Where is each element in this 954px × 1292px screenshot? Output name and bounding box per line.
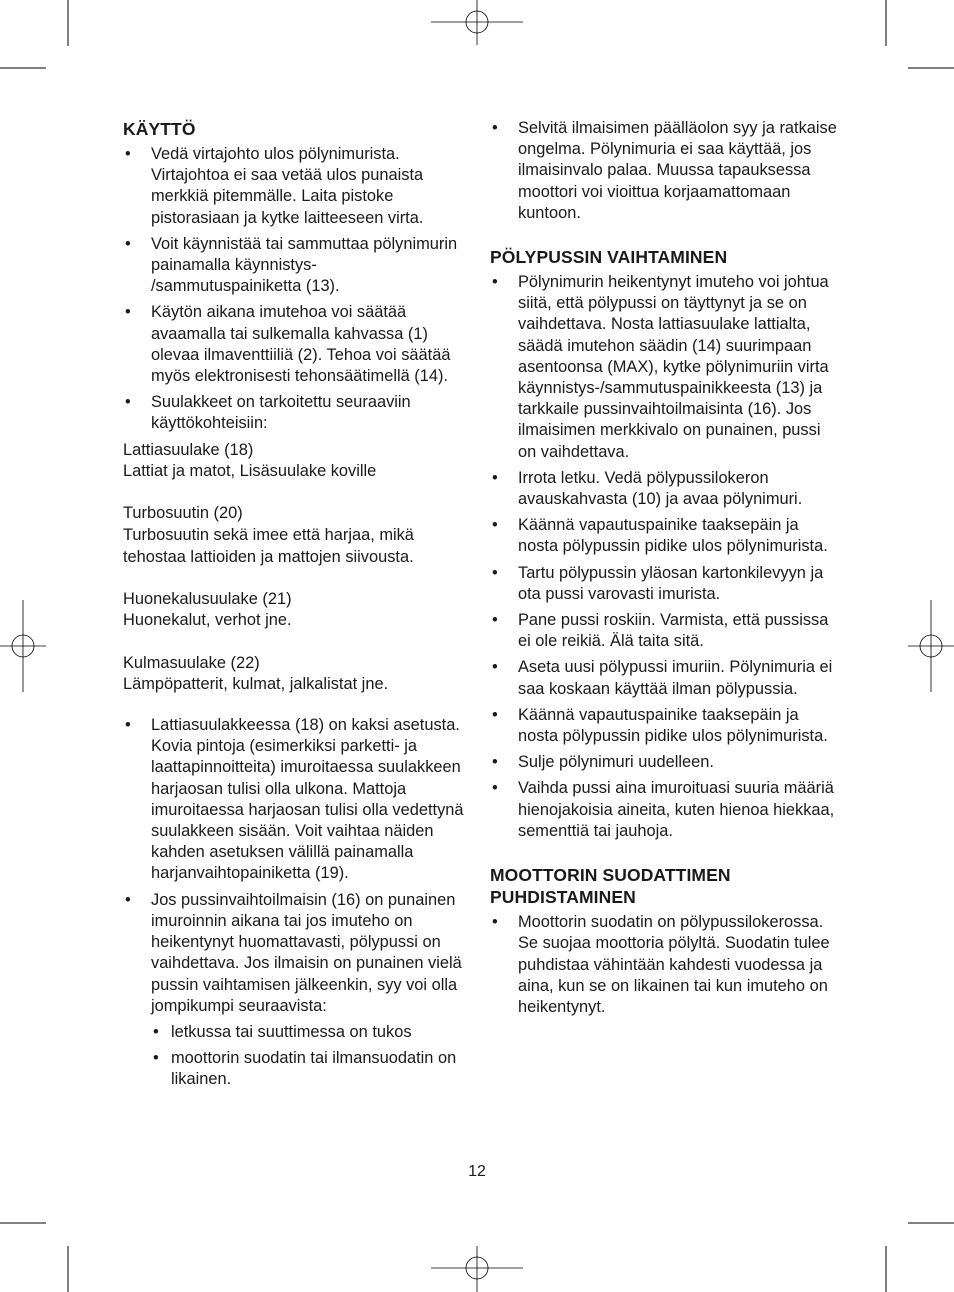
page-number: 12 xyxy=(468,1163,486,1180)
list-item xyxy=(123,890,468,1091)
usage-bullet-list xyxy=(123,144,468,435)
list-item: • Tartu pölypussin yläosan kartonkilevyyn ja ota pussi varovasti imurista. xyxy=(490,563,840,605)
registration-mark-left xyxy=(0,600,46,692)
list-item: • Käytön aikana imutehoa voi säätää avaamalla tai sulkemalla kahvassa (1) olevaa ilmaventtiiliä (2). Tehoa voi säätää myös elektronisesti tehonsäätimellä (14). xyxy=(123,302,468,387)
nozzle-use: Huonekalut, verhot jne. xyxy=(123,611,292,630)
list-item: • Pane pussi roskiin. Varmista, että pussissa ei ole reikiä. Älä taita sitä. xyxy=(490,610,840,652)
list-item: • Sulje pölynimuri uudelleen. xyxy=(490,752,840,773)
list-item: • Selvitä ilmaisimen päälläolon syy ja ratkaise ongelma. Pölynimuria ei saa käyttää, jos ilmaisinvalo palaa. Muussa tapauksessa moottori voi vioittua korjaamattomaan kuntoon. xyxy=(490,118,840,224)
list-item: • Irrota letku. Vedä pölypussilokeron avauskahvasta (10) ja avaa pölynimuri. xyxy=(490,468,840,510)
nozzle-name: Lattiasuulake (18) xyxy=(123,440,254,459)
left-column xyxy=(123,118,468,1096)
nozzle-use: Lattiat ja matot, Lisäsuulake koville xyxy=(123,461,377,480)
heading-line: PUHDISTAMINEN xyxy=(490,887,636,908)
list-item: • Lattiasuulakkeessa (18) on kaksi asetusta. Kovia pintoja (esimerkiksi parketti- ja laattapinnoitteita) imuroitaessa suulakkeen harjaosan tulisi olla ulkona. Mattoja imuroitaessa harjaosan tulisi olla vedettynä suulakkeen sisään. Voit vaihtaa näiden kahden asetuksen välillä painamalla harjanvaihtopainiketta (19). xyxy=(123,715,468,885)
section-heading-polypussin-vaihtaminen: PÖLYPUSSIN VAIHTAMINEN xyxy=(490,247,728,268)
list-item: • Suulakkeet on tarkoitettu seuraaviin käyttökohteisiin: xyxy=(123,392,468,434)
registration-mark-bottom xyxy=(431,1246,523,1292)
list-item: • Voit käynnistää tai sammuttaa pölynimurin painamalla käynnistys- /sammutuspainiketta (13). xyxy=(123,234,468,298)
sub-list-item: • letkussa tai suuttimessa on tukos xyxy=(151,1022,468,1043)
list-item: • Vedä virtajohto ulos pölynimurista. Virtajohtoa ei saa vetää ulos punaista merkkiä pitemmälle. Laita pistoke pistorasiaan ja kytke laitteeseen virta. xyxy=(123,144,468,229)
list-item: • Käännä vapautuspainike taaksepäin ja nosta pölypussin pidike ulos pölynimurista. xyxy=(490,515,840,557)
motor-filter-bullet-list xyxy=(490,912,840,1018)
sub-list-item: • moottorin suodatin tai ilmansuodatin on likainen. xyxy=(151,1048,468,1090)
list-item: • Käännä vapautuspainike taaksepäin ja nosta pölypussin pidike ulos pölynimurista. xyxy=(490,705,840,747)
section-heading-moottorin-suodattimen xyxy=(490,864,840,908)
registration-mark-right xyxy=(908,600,954,692)
list-item: • Moottorin suodatin on pölypussilokerossa. Se suojaa moottoria pölyltä. Suodatin tulee puhdistaa vähintään kahdesti vuodessa ja aina, kun se on likainen tai kun imuteho on heikentynyt. xyxy=(490,912,840,1018)
usage-bullet-list-2 xyxy=(123,715,468,1090)
section-heading-kaytto: KÄYTTÖ xyxy=(123,119,196,139)
list-item-text: Jos pussinvaihtoilmaisin (16) on punainen imuroinnin aikana tai jos imuteho on heikentynyt huomattavasti, pölypussi on vaihdettava. Jos ilmaisin on punainen vielä pussin vaihtamisen jälkeenkin, syy voi olla jompikumpi seuraavista: xyxy=(151,890,462,1015)
list-item: • Aseta uusi pölypussi imuriin. Pölynimuria ei saa koskaan käyttää ilman pölypussia. xyxy=(490,657,840,699)
right-column xyxy=(490,118,840,1023)
nozzle-use: Lämpöpatterit, kulmat, jalkalistat jne. xyxy=(123,674,389,693)
indicator-bullet-list xyxy=(490,118,840,224)
registration-mark-top xyxy=(431,0,523,45)
nozzle-name: Huonekalusuulake (21) xyxy=(123,590,292,609)
list-item: • Vaihda pussi aina imuroituasi suuria määriä hienojakoisia aineita, kuten hienoa hiekkaa, sementtiä tai jauhoja. xyxy=(490,778,840,842)
nozzle-use: Turbosuutin sekä imee että harjaa, mikä tehostaa lattioiden ja mattojen siivousta. xyxy=(123,526,414,567)
list-item: • Pölynimurin heikentynyt imuteho voi johtua siitä, että pölypussi on täyttynyt ja se on vaihdettava. Nosta lattiasuulake lattialta, säädä imutehon säädin (14) suurimpaan asentoonsa (MAX), kytke pölynimuriin virta käynnistys-/sammutuspainikkeesta (13) ja tarkkaile pussinvaihtoilmaisinta (16). Jos ilmaisimen merkkivalo on punainen, pussi on vaihdettava. xyxy=(490,272,840,463)
nozzle-name: Turbosuutin (20) xyxy=(123,504,243,523)
nozzle-list xyxy=(123,440,468,695)
sub-bullet-list xyxy=(151,1022,468,1091)
nozzle-name: Kulmasuulake (22) xyxy=(123,653,260,672)
dust-bag-bullet-list xyxy=(490,272,840,842)
heading-line: MOOTTORIN SUODATTIMEN xyxy=(490,865,731,886)
